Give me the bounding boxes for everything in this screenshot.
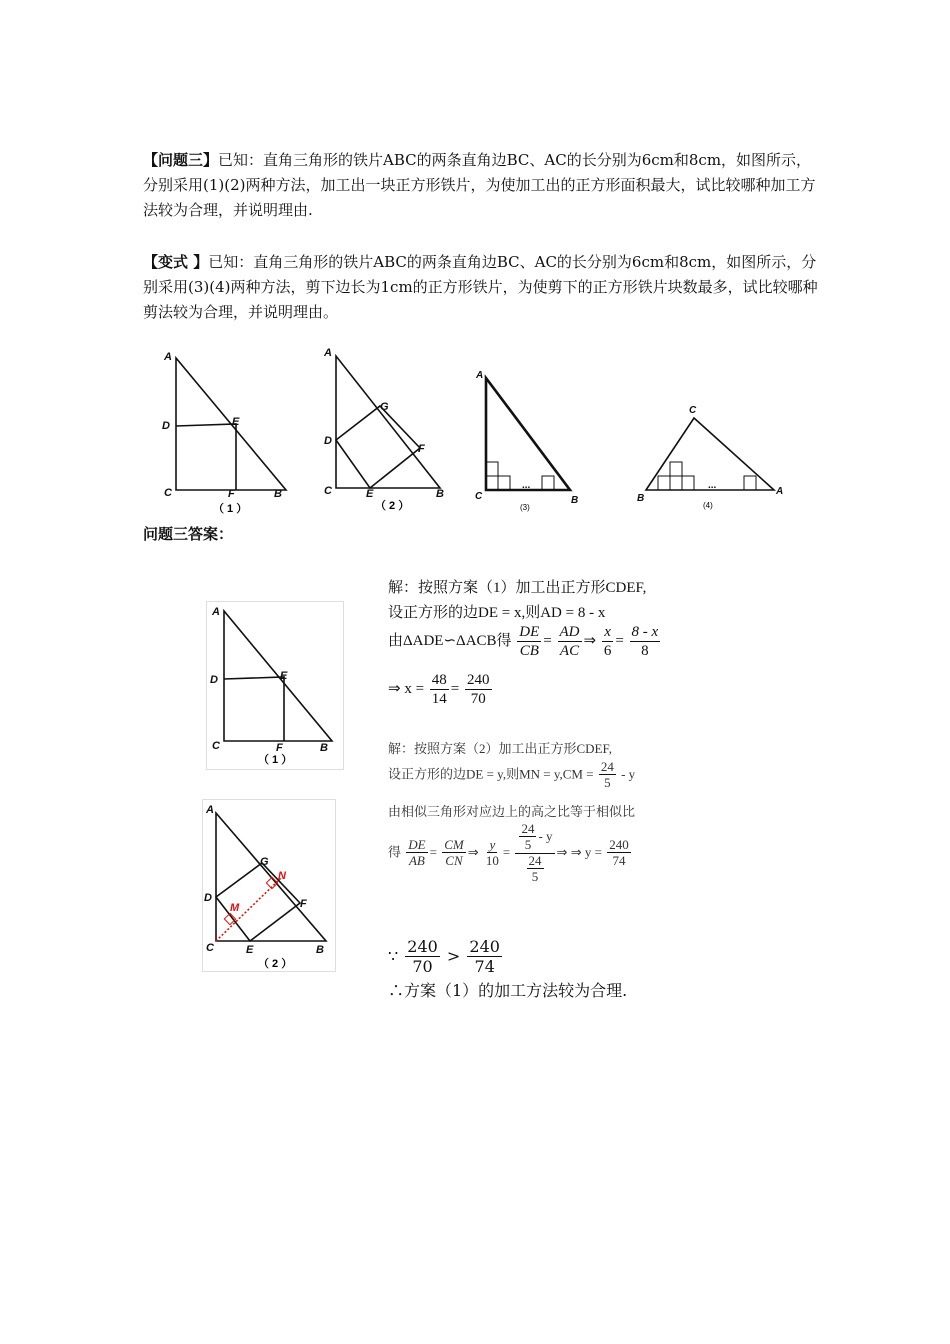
problem3-text: 已知：直角三角形的铁片ABC的两条直角边BC、AC的长分别为6cm和8cm，如图所示，分别采用(1)(2)两种方法，加工出一块正方形铁片，为使加工出的正方形面积最大，试比较哪种加工方法较为合理，并说明理由. — [143, 151, 816, 219]
sol2-inner2-den: 5 — [531, 869, 539, 885]
sol2-label-N: N — [278, 870, 286, 882]
sol1-fraction — [630, 624, 661, 660]
conclusion-b-num: 240 — [469, 937, 500, 956]
conclusion-b-den: 74 — [474, 956, 495, 976]
fig2-label-D: D — [324, 435, 332, 447]
sol1-fraction — [517, 624, 541, 660]
sol2-label-A: A — [206, 804, 214, 816]
fig3-label-C: C — [475, 491, 483, 502]
sol1-frac3-num: x — [604, 624, 611, 640]
sol2-frac3-num: y — [489, 836, 496, 852]
sol2-compound-den — [523, 854, 548, 885]
sol2-frac3-den: 10 — [485, 853, 499, 869]
sol1-label-A: A — [212, 606, 220, 618]
sol1-caption: （ 1 ） — [258, 754, 293, 766]
sol2-inner-num: 24 — [521, 821, 535, 836]
sol2-frac2-den: CN — [445, 853, 463, 869]
sol1-result-pre: ⇒ x = — [388, 681, 425, 698]
sol2-frac1-num: DE — [408, 836, 426, 852]
fig1-label-A: A — [164, 351, 172, 363]
sol1-frac5-den: 14 — [431, 690, 447, 707]
sol2-caption: （ 2 ） — [258, 958, 293, 970]
sol2-inner-tail: - y — [538, 828, 553, 844]
fig2-label-B: B — [436, 488, 444, 500]
sol2-compound-fraction — [515, 822, 554, 885]
sol2-line2 — [388, 760, 635, 791]
sol1-frac4-den: 8 — [641, 642, 649, 659]
sol2-frac5-num: 240 — [609, 836, 629, 852]
sol2-cm-tail: - y — [621, 766, 636, 782]
problem3-paragraph — [143, 148, 823, 223]
sol1-similar-text: 由ΔADE∽ΔACB得 — [388, 633, 512, 650]
sol2-label-B: B — [316, 944, 324, 956]
sol1-frac6-num: 240 — [467, 672, 490, 688]
sol1-label-B: B — [320, 742, 328, 754]
sol2-cm-den: 5 — [604, 775, 611, 791]
sol1-fraction — [602, 624, 614, 660]
variant-label: 【变式 】 — [143, 253, 209, 271]
fig4-label-A: A — [776, 486, 784, 497]
sol1-frac2-num: AD — [559, 624, 580, 640]
sol2-frac2-num: CM — [444, 836, 464, 852]
fig4-label-B: B — [637, 493, 645, 504]
fig1-label-E: E — [232, 416, 240, 428]
sol2-label-G: G — [260, 856, 269, 868]
sol1-line4: ⇒ x = $\frac{48}{14}$ = $\frac{240}{70}$ — [388, 672, 490, 707]
sol1-frac1-num: DE — [519, 624, 540, 640]
fig2-label-C: C — [324, 485, 332, 497]
sol2-line4: 得 $\frac{DE}{AB}$ = $\frac{CM}{CN}$ ⇒ $\frac{y}{10}$ = $\frac{24}{5}$ - y $\frac{24}{5}$ ⇒ ⇒ y = $\frac{240}{74}$ — [388, 821, 629, 885]
sol2-fraction — [599, 760, 616, 791]
fig3-caption: (3) — [520, 503, 530, 512]
sol1-line1: 解：按照方案（1）加工出正方形CDEF, — [388, 580, 647, 596]
sol2-fraction — [406, 838, 427, 869]
sol1-label-E: E — [280, 670, 288, 682]
sol1-fraction — [465, 672, 492, 708]
sol2-inner-fraction — [527, 854, 544, 885]
answer-heading: 问题三答案： — [143, 525, 234, 543]
sol1-frac6-den: 70 — [470, 690, 486, 707]
sol1-label-C: C — [212, 740, 220, 752]
conclusion-a-den: 70 — [412, 956, 433, 976]
fig1-label-F: F — [228, 488, 235, 500]
figure-2 — [336, 356, 440, 488]
figure-3 — [486, 378, 570, 490]
conclusion-fraction — [405, 938, 440, 976]
fig4-dots: ... — [708, 480, 717, 491]
greater-than-symbol: > — [446, 946, 461, 966]
sol2-label-C: C — [206, 942, 214, 954]
fig3-label-B: B — [571, 495, 579, 506]
sol2-label-D: D — [204, 892, 212, 904]
fig2-label-F: F — [418, 443, 425, 455]
sol2-fraction — [484, 838, 501, 869]
sol2-fraction — [442, 838, 466, 869]
sol2-compound-num — [515, 822, 554, 854]
sol1-line3: 由ΔADE∽ΔACB得 $\frac{DE}{CB}$ = $\frac{AD}{AC}$ ⇒ $\frac{x}{6}$ = $\frac{8 - x}{8}$ — [388, 624, 659, 659]
sol2-frac5-den: 74 — [612, 853, 626, 869]
sol1-line2: 设正方形的边DE = x,则AD = 8 - x — [388, 605, 606, 621]
problem3-label: 【问题三】 — [143, 151, 219, 169]
fig2-label-A: A — [324, 347, 332, 359]
sol1-frac5-num: 48 — [431, 672, 447, 688]
sol2-cm-num: 24 — [600, 759, 614, 774]
conclusion — [388, 938, 748, 1001]
sol2-line4-pre: 得 — [388, 844, 402, 860]
conclusion-fraction — [467, 938, 502, 976]
conclusion-a-num: 240 — [407, 937, 438, 956]
sol2-inner-den: 5 — [524, 837, 532, 853]
figure-1 — [176, 358, 286, 490]
sol1-frac3-den: 6 — [603, 642, 612, 659]
sol2-label-F: F — [300, 898, 307, 910]
fig2-caption: （ 2 ） — [375, 500, 410, 512]
sol2-fraction — [607, 838, 631, 869]
sol1-frac4-num: 8 - x — [631, 624, 659, 640]
fig2-label-E: E — [366, 488, 374, 500]
sol1-fraction — [558, 624, 582, 660]
sol1-label-F: F — [276, 742, 283, 754]
conclusion-therefore: ∴方案（1）的加工方法较为合理. — [388, 980, 628, 1000]
sol2-inner2-num: 24 — [528, 852, 542, 868]
sol2-result-pre: ⇒ y = — [570, 844, 602, 860]
variant-paragraph — [143, 250, 823, 325]
sol1-fraction — [430, 672, 449, 708]
sol2-frac1-den: AB — [408, 853, 425, 869]
fig1-caption: （ 1 ） — [213, 503, 248, 515]
solution-figure-2 — [202, 799, 336, 973]
fig2-label-G: G — [380, 401, 389, 413]
fig1-label-C: C — [164, 487, 172, 499]
sol2-line1: 解：按照方案（2）加工出正方形CDEF, — [388, 741, 612, 756]
fig4-caption: (4) — [703, 501, 713, 510]
sol2-line3: 由相似三角形对应边上的高之比等于相似比 — [388, 804, 636, 819]
variant-text: 已知：直角三角形的铁片ABC的两条直角边BC、AC的长分别为6cm和8cm，如图所示，分别采用(3)(4)两种方法，剪下边长为1cm的正方形铁片，为使剪下的正方形铁片块数最多，试比较哪种剪法较为合理，并说明理由。 — [143, 253, 818, 321]
fig1-label-B: B — [274, 488, 282, 500]
solution-figure-1 — [206, 601, 344, 771]
sol1-frac2-den: AC — [559, 642, 580, 659]
fig4-label-C: C — [689, 405, 697, 416]
figures-row — [150, 340, 800, 520]
sol2-label-M: M — [230, 902, 240, 914]
fig3-label-A: A — [476, 370, 484, 381]
sol2-inner-fraction — [519, 822, 536, 853]
sol1-frac1-den: CB — [519, 642, 539, 659]
conclusion-inequality — [388, 938, 748, 976]
because-symbol: ∵ — [388, 946, 399, 966]
fig3-dots: ... — [522, 480, 531, 491]
fig1-label-D: D — [162, 420, 170, 432]
sol2-line2-text: 设正方形的边DE = y,则MN = y,CM = — [388, 766, 594, 782]
sol2-label-E: E — [246, 944, 254, 956]
sol1-label-D: D — [210, 674, 218, 686]
